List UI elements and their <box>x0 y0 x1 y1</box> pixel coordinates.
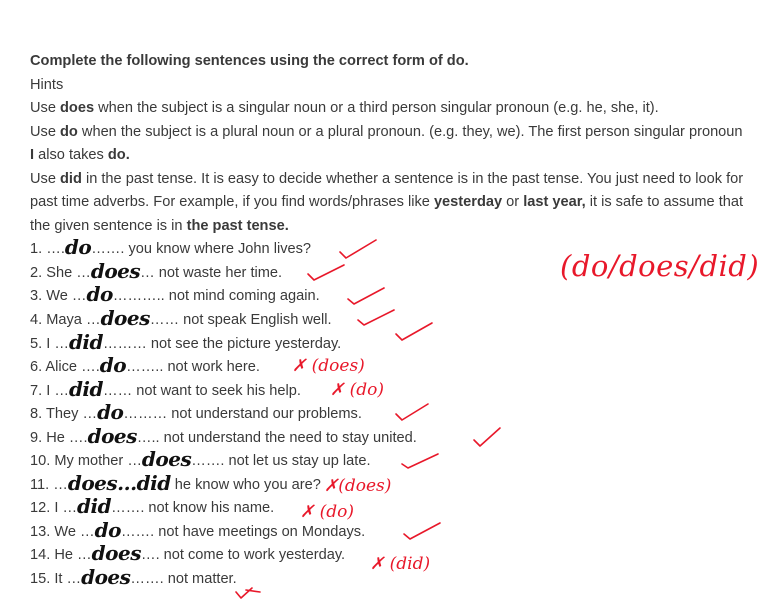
margin-note: (do/does/did) <box>560 249 760 283</box>
hint-did-past-tense: the past tense. <box>186 217 289 234</box>
checkmark-icon <box>470 426 510 448</box>
hint-did-yesterday: yesterday <box>433 194 503 211</box>
sentence-start: 7. I … <box>30 382 69 399</box>
checkmark-icon <box>394 400 434 422</box>
correction-6: ✗ (does) <box>292 356 365 376</box>
sentence-end: ……. not have meetings on Mondays. <box>120 523 366 540</box>
handwritten-answer: does <box>91 541 141 566</box>
hint-do-word: do <box>60 123 78 140</box>
worksheet-heading: Complete the following sentences using the correct form of do. <box>30 53 469 69</box>
sentence-end: ……. you know where John lives? <box>91 241 312 258</box>
sentence-start: 13. We … <box>30 523 95 540</box>
sentence-end: … not waste her time. <box>140 264 283 281</box>
sentence-end: …….. not work here. <box>126 359 260 376</box>
checkmark-icon <box>394 320 434 342</box>
sentence-start: 14. He … <box>30 547 92 564</box>
sentence-end: ……….. not mind coming again. <box>112 288 320 305</box>
sentence-start: 8. They … <box>30 406 98 423</box>
handwritten-answer: does <box>81 565 131 590</box>
sentence-end: …. not come to work yesterday. <box>140 547 346 564</box>
sentence-start: 9. He …. <box>30 429 88 446</box>
sentence-6 <box>30 353 750 380</box>
checkmark-icon <box>346 285 386 307</box>
hint-does-word: does <box>60 100 95 117</box>
handwritten-answer: do <box>94 517 121 542</box>
checkmark-icon <box>234 582 274 604</box>
handwritten-answer: did <box>77 494 112 519</box>
sentence-end: ……. not let us stay up late. <box>191 453 371 470</box>
sentence-end: he know who you are? <box>170 476 321 493</box>
sentence-end: ……. not know his name. <box>111 500 275 517</box>
handwritten-answer: does <box>100 306 150 331</box>
sentence-start: 15. It … <box>30 571 82 588</box>
handwritten-answer: does…did <box>67 470 171 495</box>
checkmark-icon <box>400 450 440 472</box>
correction-14: ✗ (did) <box>370 554 431 574</box>
sentence-start: 5. I … <box>30 335 69 352</box>
correction-11: ✗(does) <box>324 476 392 496</box>
hint-do-takes: do. <box>107 147 130 164</box>
checkmark-icon <box>356 306 396 328</box>
hint-does-rest: when the subject is a singular noun or a third person singular pronoun (e.g. he, she, it). <box>94 100 659 117</box>
sentence-7 <box>30 376 750 404</box>
checkmark-icon <box>338 238 378 260</box>
hint-does <box>30 97 750 121</box>
hint-did-or: or <box>502 194 524 211</box>
sentence-end: ……… not see the picture yesterday. <box>103 335 342 352</box>
sentence-list <box>30 235 750 591</box>
sentence-start: 1. …. <box>30 241 65 258</box>
checkmark-icon <box>306 262 346 284</box>
sentence-12 <box>30 494 750 521</box>
handwritten-answer: does <box>141 447 192 472</box>
sentence-start: 12. I … <box>30 500 78 517</box>
hint-did-text-2: it is safe to assume that the given sentence is in <box>30 194 744 234</box>
hint-did-last-year: last year, <box>523 194 586 211</box>
sentence-start: 11. … <box>30 476 68 493</box>
correction-7: ✗ (do) <box>330 380 385 400</box>
handwritten-answer: do <box>97 400 124 425</box>
sentence-end: ……… not understand our problems. <box>123 406 362 423</box>
handwritten-answer: do <box>99 353 127 378</box>
sentence-start: 10. My mother … <box>30 453 142 470</box>
sentence-start: 2. She … <box>30 264 91 281</box>
sentence-start: 6. Alice …. <box>30 359 100 376</box>
hint-do-pronoun: I <box>30 147 35 164</box>
sentence-start: 4. Maya … <box>30 312 101 329</box>
handwritten-answer: does <box>90 258 141 283</box>
hint-do-prefix: Use <box>30 123 61 140</box>
hint-do-text: when the subject is a plural noun or a plural pronoun. (e.g. they, we). The first person singular pronoun <box>77 123 743 140</box>
sentence-5 <box>30 329 750 357</box>
sentence-end: …… not speak English well. <box>149 312 332 329</box>
hint-do-text-2: also takes <box>34 147 108 164</box>
hints-label: Hints <box>30 76 64 93</box>
sentence-end: ……. not matter. <box>130 571 237 588</box>
hint-does-prefix: Use <box>30 100 61 117</box>
hint-do <box>30 121 750 168</box>
handwritten-answer: does <box>87 423 137 448</box>
sentence-end: …… not want to seek his help. <box>103 382 301 399</box>
handwritten-answer: did <box>68 329 104 354</box>
handwritten-answer: do <box>64 235 92 260</box>
hint-did-text: in the past tense. It is easy to decide whether a sentence is in the past tense. You just need to look for past time adverbs. For example, if you find words/phrases like <box>30 170 744 211</box>
sentence-start: 3. We … <box>30 288 87 305</box>
correction-12: ✗ (do) <box>300 502 355 522</box>
hint-did-word: did <box>60 170 82 187</box>
hint-did-prefix: Use <box>30 170 61 187</box>
sentence-9 <box>30 423 750 451</box>
handwritten-answer: do <box>86 282 113 307</box>
handwritten-answer: did <box>68 376 104 401</box>
hint-did <box>30 168 750 239</box>
sentence-end: ….. not understand the need to stay united. <box>136 429 417 446</box>
sentence-8 <box>30 400 750 427</box>
checkmark-icon <box>402 520 442 542</box>
